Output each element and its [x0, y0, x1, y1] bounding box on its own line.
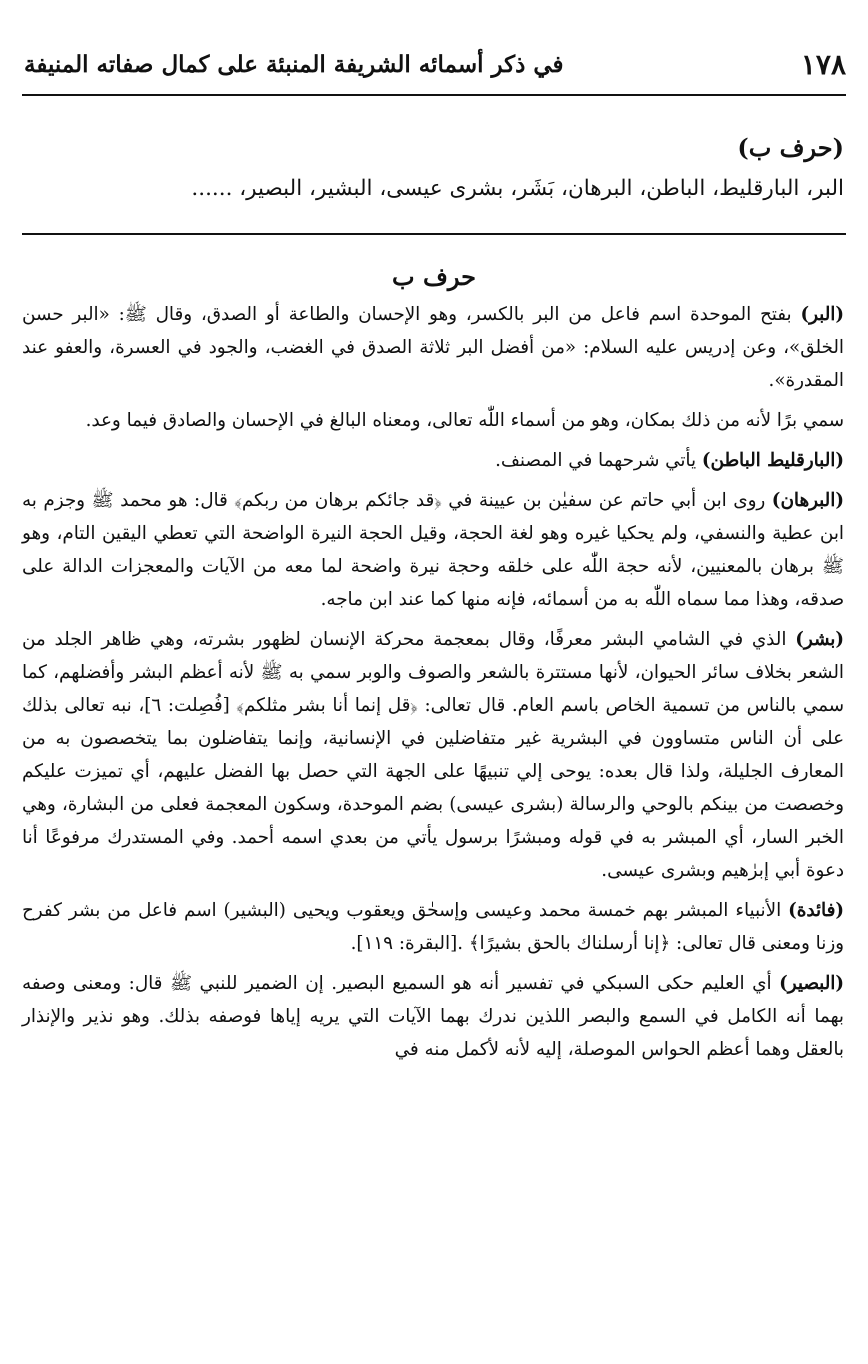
body-text [22, 298, 844, 1073]
paragraph-faida [22, 894, 844, 960]
paragraph-al-birr [22, 298, 844, 397]
entry-text: سمي برًا لأنه من ذلك بمكان، وهو من أسماء اللّٰه تعالى، ومعناه البالغ في الإحسان والصادق فيما وعد. [85, 410, 844, 431]
paragraph-al-burhan [22, 484, 844, 616]
entry-term: (البر) [800, 304, 844, 325]
entry-term: (البارقليط الباطن) [701, 450, 844, 471]
paragraph-al-basir [22, 967, 844, 1066]
contents-list: البر، البارقليط، الباطن، البرهان، بَشَر، بشرى عيسى، البشير، البصير، ...... [191, 176, 844, 201]
section-title: حرف ب [392, 262, 476, 291]
entry-text: الأنبياء المبشر بهم خمسة محمد وعيسى وإسحٰق ويعقوب ويحيى (البشير) اسم فاعل من بشر كفرح وزنا ومعنى قال تعالى: ﴿إنا أرسلناك بالحق بشيرًا﴾ .[البقرة: ١١٩]. [22, 900, 844, 954]
entry-term: (البرهان) [771, 490, 844, 511]
entry-text: بفتح الموحدة اسم فاعل من البر بالكسر، وهو الإحسان والطاعة أو الصدق، وقال ﷺ: «البر حسن الخلق»، وعن إدريس عليه السلام: «من أفضل البر ثلاثة الصدق في الغضب، والجود في العسرة، والعفو عند المقدرة». [22, 304, 844, 391]
paragraph-al-bariqlit [22, 444, 844, 477]
contents-rule [22, 233, 846, 235]
entry-text: روى ابن أبي حاتم عن سفيٰن بن عيينة في ﴿قد جائكم برهان من ربكم﴾ قال: هو محمد ﷺ وجزم به ابن عطية والنسفي، ولم يحكيا غيره وهو لغة الحجة، وقيل الحجة النيرة الواضحة التي تعطي اليقين التام، وهو ﷺ برهان بالمعنيين، لأنه حجة اللّٰه على خلقه وحجة نيرة واضحة لما معه من الآيات والمعجزات الدالة على صدقه، وهذا مما سماه اللّٰه به من أسمائه، فإنه منها كما عند ابن ماجه. [22, 490, 844, 610]
entry-text: أي العليم حكى السبكي في تفسير أنه هو السميع البصير. إن الضمير للنبي ﷺ قال: ومعنى وصفه بهما أنه الكامل في السمع والبصر اللذين ندرك بهما الآيات التي يريه إياها فوصفه بذلك. وهو نذير والإنذار بالعقل وهما أعظم الحواس الموصلة، إليه لأنه لأكمل منه في [22, 973, 844, 1060]
paragraph-bashar [22, 623, 844, 887]
header-rule [22, 94, 846, 96]
contents-heading: (حرف ب) [737, 133, 844, 162]
paragraph-birr-meaning [22, 404, 844, 437]
entry-term: (بشر) [795, 629, 844, 650]
entry-term: (البصير) [779, 973, 844, 994]
chapter-contents [22, 128, 844, 210]
running-header [24, 42, 846, 86]
entry-text: الذي في الشامي البشر معرفًا، وقال بمعجمة محركة الإنسان لظهور بشرته، وهي ظاهر الجلد من الشعر بخلاف سائر الحيوان، لأنها مستترة بالشعر والصوف والوبر سمي به ﷺ لأنه أعظم البشر وأفضلهم، كما سمي بالناس من تسمية الخاص باسم العام. قال تعالى: ﴿قل إنما أنا بشر مثلكم﴾ [فُصِلت: ٦]، نبه تعالى بذلك على أن الناس متساوون في البشرية غير متفاضلين في الإنسانية، وإنما يتفاضلون بما يتخصصون به من المعارف الجليلة، ولذا قال بعده: يوحى إلي تنبيهًا على الجهة التي حصل بها الفضل عليهم، أي تميزت عليكم وخصصت من بينكم بالوحي والرسالة (بشرى عيسى) بضم الموحدة، وسكون المعجمة فعلى من البشارة، وهي الخبر السار، أي المبشر به في قوله ومبشرًا برسول يأتي من بعدي اسمه أحمد. وفي المستدرك مرفوعًا أنا دعوة أبي إبرٰهيم وبشرى عيسى. [22, 629, 844, 881]
page-number: ١٧٨ [800, 47, 846, 81]
running-title: في ذكر أسمائه الشريفة المنبئة على كمال صفاته المنيفة [24, 50, 564, 78]
entry-text: يأتي شرحهما في المصنف. [495, 450, 702, 471]
entry-term: (فائدة) [788, 900, 844, 921]
